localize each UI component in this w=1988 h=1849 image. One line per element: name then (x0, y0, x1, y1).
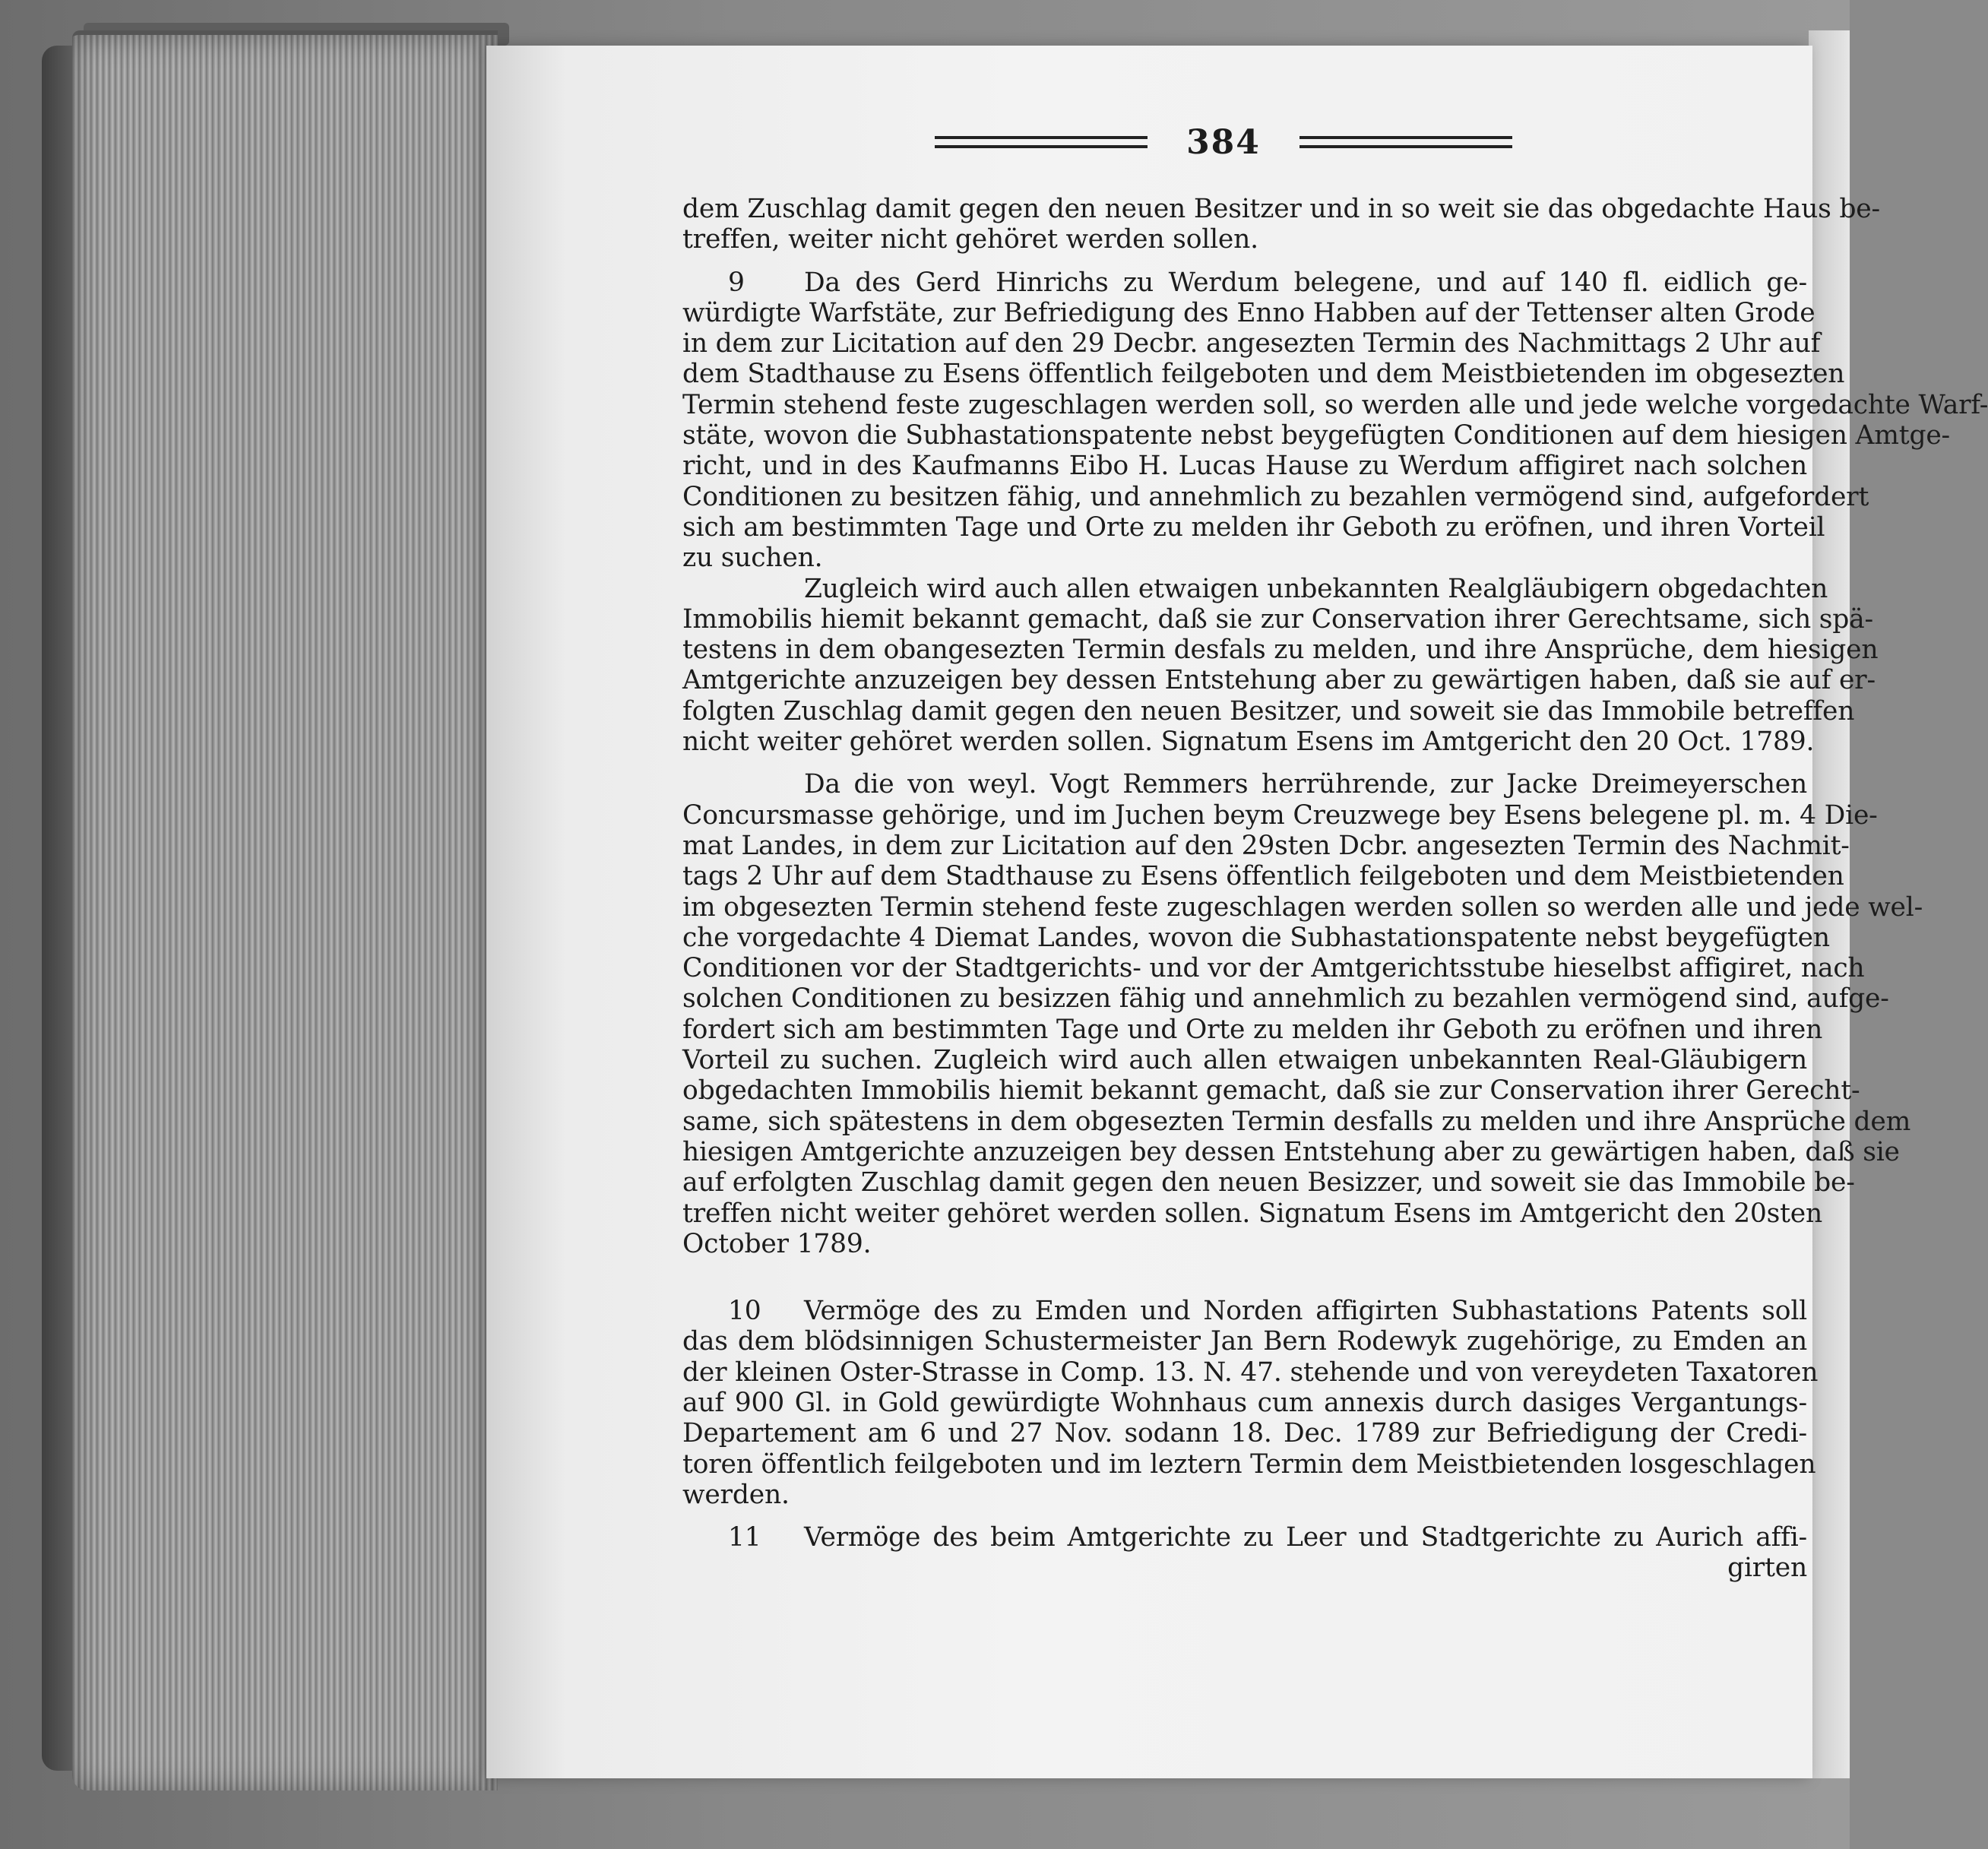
text-line (682, 1075, 1860, 1107)
text-line (682, 1357, 1819, 1388)
text-line (682, 1553, 1807, 1583)
line-text: dem Stadthause zu Esens öffentlich feilgeboten und dem Meistbietenden im obgesezten (682, 359, 1845, 390)
text-line (682, 1136, 1900, 1167)
line-text: same, sich spätestens in dem obgesezten Termin desfalls zu melden und ihre Ansprüche dem (682, 1106, 1911, 1137)
line-text: zu suchen. (682, 543, 823, 574)
item-number: 9 (728, 267, 745, 298)
text-line (682, 891, 1923, 923)
line-text: Termin stehend feste zugeschlagen werden soll, so werden alle und jede welche vorgedachte Warf- (682, 389, 1988, 420)
text-line (682, 1522, 1807, 1553)
line-text: tags 2 Uhr auf dem Stadthause zu Esens öffentlich feilgeboten und dem Meistbietenden (682, 861, 1844, 892)
line-text: October 1789. (682, 1228, 872, 1259)
line-text: testens in dem obangesezten Termin desfals zu melden, und ihre Ansprüche, dem hiesigen (682, 635, 1879, 666)
text-line (682, 830, 1850, 861)
item-number: 10 (728, 1296, 761, 1327)
text-line (682, 953, 1865, 984)
line-text: mat Landes, in dem zur Licitation auf den 29sten Dcbr. angesezten Termin des Nachmit- (682, 830, 1850, 861)
line-text: im obgesezten Termin stehend feste zugeschlagen werden sollen so werden alle und jede wel- (682, 891, 1923, 923)
text-line (682, 451, 1807, 481)
line-text: auf erfolgten Zuschlag damit gegen den neuen Besizzer, und soweit sie das Immobile be- (682, 1167, 1855, 1198)
line-text: Departement am 6 und 27 Nov. sodann 18. Dec. 1789 zur Befriedigung der Credi- (682, 1418, 1807, 1449)
line-text: Da die von weyl. Vogt Remmers herrührende, zur Jacke Dreimeyerschen (804, 769, 1807, 800)
line-text: Conditionen zu besitzen fähig, und annehmlich zu bezahlen vermögend sind, aufgefordert (682, 481, 1869, 512)
line-text: hiesigen Amtgerichte anzuzeigen bey dessen Entstehung aber zu gewärtigen haben, daß sie (682, 1136, 1900, 1167)
text-line (682, 194, 1880, 224)
text-line (682, 543, 1807, 573)
page-number: 384 (1186, 122, 1261, 162)
text-line (682, 1014, 1823, 1045)
line-text: folgten Zuschlag damit gegen den neuen Besitzer, und soweit sie das Immobile betreffen (682, 695, 1855, 727)
line-text: würdigte Warfstäte, zur Befriedigung des Enno Habben auf der Tettenser alten Grode (682, 297, 1815, 328)
text-line (682, 1045, 1807, 1075)
page-body-text (682, 194, 1988, 1584)
text-line (682, 1167, 1855, 1198)
line-text: richt, und in des Kaufmanns Eibo H. Lucas Hause zu Werdum affigiret nach solchen (682, 451, 1807, 482)
text-line (682, 603, 1873, 635)
line-text: Vermöge des zu Emden und Norden affigirten Subhastations Patents soll (804, 1296, 1807, 1327)
text-line (682, 695, 1855, 727)
line-text: in dem zur Licitation auf den 29 Decbr. angesezten Termin des Nachmittags 2 Uhr auf (682, 328, 1821, 359)
text-line (682, 665, 1876, 696)
text-line (682, 1296, 1807, 1326)
line-text: obgedachten Immobilis hiemit bekannt gemacht, daß sie zur Conservation ihrer Gerecht- (682, 1075, 1860, 1107)
text-line (682, 1388, 1807, 1418)
text-line (682, 1480, 1807, 1510)
line-text: fordert sich am bestimmten Tage und Orte zu melden ihr Geboth zu eröfnen und ihren (682, 1014, 1823, 1045)
header-rule-left (935, 136, 1148, 148)
line-text: Concursmasse gehörige, und im Juchen beym Creuzwege bey Esens belegene pl. m. 4 Die- (682, 799, 1878, 831)
page-edges (72, 30, 498, 1790)
text-line (682, 268, 1807, 298)
text-line (682, 861, 1844, 892)
line-text: dem Zuschlag damit gegen den neuen Besitzer und in so weit sie das obgedachte Haus be- (682, 194, 1880, 224)
text-line (682, 1106, 1911, 1137)
line-text: treffen nicht weiter gehöret werden sollen. Signatum Esens im Amtgericht den 20sten (682, 1198, 1823, 1229)
text-line (682, 511, 1825, 543)
item-number: 11 (728, 1522, 761, 1553)
line-text: Immobilis hiemit bekannt gemacht, daß sie zur Conservation ihrer Gerechtsame, sich spä- (682, 603, 1873, 635)
line-text: Conditionen vor der Stadtgerichts- und vor der Amtgerichtsstube hieselbst affigiret, nach (682, 953, 1865, 984)
line-text: che vorgedachte 4 Diemat Landes, wovon die Subhastationspatente nebst beygefügten (682, 922, 1830, 953)
line-text: das dem blödsinnigen Schustermeister Jan Bern Rodewyk zugehörige, zu Emden an (682, 1326, 1807, 1357)
text-line (682, 922, 1830, 953)
line-text: Zugleich wird auch allen etwaigen unbekannten Realgläubigern obgedachten (804, 573, 1828, 604)
text-line (682, 1326, 1807, 1357)
text-line (682, 769, 1807, 799)
text-line (682, 420, 1951, 451)
printed-page (486, 46, 1988, 1778)
text-line (682, 1229, 1807, 1259)
line-text: der kleinen Oster-Strasse in Comp. 13. N. 47. stehende und von vereydeten Taxatoren (682, 1357, 1819, 1388)
line-text: Vorteil zu suchen. Zugleich wird auch allen etwaigen unbekannten Real-Gläubigern (682, 1045, 1807, 1076)
text-line (682, 359, 1845, 390)
line-text: auf 900 Gl. in Gold gewürdigte Wohnhaus cum annexis durch dasiges Vergantungs- (682, 1387, 1807, 1418)
line-text: sich am bestimmten Tage und Orte zu melden ihr Geboth zu eröfnen, und ihren Vorteil (682, 511, 1825, 543)
line-text: Da des Gerd Hinrichs zu Werdum belegene, und auf 140 fl. eidlich ge- (804, 267, 1807, 298)
header-rule-right (1299, 136, 1512, 148)
text-line (682, 635, 1879, 666)
line-text: nicht weiter gehöret werden sollen. Signatum Esens im Amtgericht den 20 Oct. 1789. (682, 727, 1815, 758)
text-line (682, 1198, 1823, 1229)
line-text: treffen, weiter nicht gehöret werden sollen. (682, 224, 1258, 255)
line-text: Vermöge des beim Amtgerichte zu Leer und Stadtgerichte zu Aurich affi- (804, 1522, 1807, 1553)
text-line (682, 727, 1815, 758)
text-line (682, 481, 1869, 512)
line-text: toren öffentlich feilgeboten und im leztern Termin dem Meistbietenden losgeschlagen (682, 1448, 1816, 1480)
text-line (682, 799, 1878, 831)
text-line (682, 328, 1821, 359)
line-text: Amtgerichte anzuzeigen bey dessen Entstehung aber zu gewärtigen haben, daß sie auf er- (682, 665, 1876, 696)
page-header (935, 116, 1512, 169)
line-text: werden. (682, 1479, 790, 1510)
line-text: girten (1727, 1553, 1807, 1584)
line-text: solchen Conditionen zu besizzen fähig und annehmlich zu bezahlen vermögend sind, aufge- (682, 983, 1889, 1015)
text-line (682, 297, 1815, 328)
text-line (682, 1418, 1807, 1448)
text-line (682, 1448, 1816, 1480)
text-line (682, 224, 1807, 255)
text-line (682, 573, 1828, 604)
line-text: stäte, wovon die Subhastationspatente nebst beygefügten Conditionen auf dem hiesigen Amtge- (682, 420, 1951, 451)
text-line (682, 983, 1889, 1015)
text-line (682, 389, 1988, 420)
